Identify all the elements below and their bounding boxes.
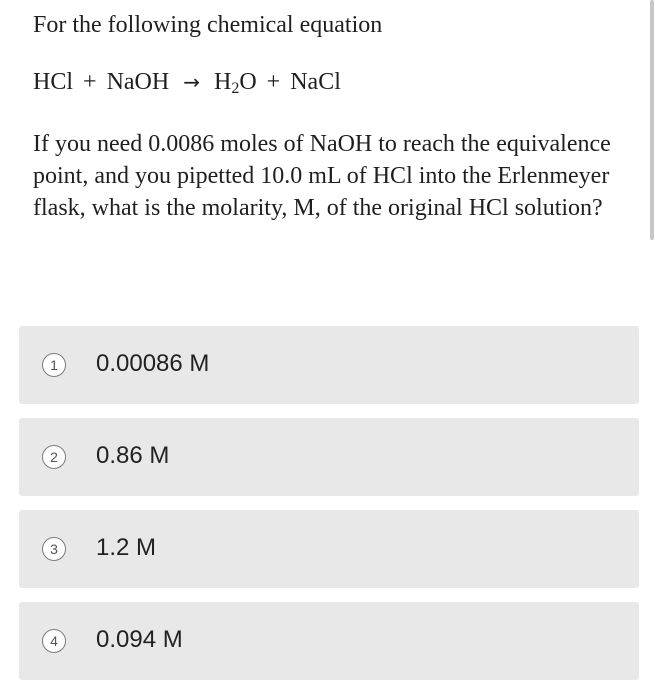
- question-heading: For the following chemical equation: [33, 12, 383, 38]
- product-nacl: NaCl: [290, 69, 341, 95]
- answer-option-2[interactable]: [19, 418, 639, 496]
- product-water-base: H: [213, 69, 232, 95]
- answer-option-1[interactable]: [19, 326, 639, 404]
- option-label: 1.2 M: [96, 534, 157, 561]
- product-water-subscript: 2: [231, 80, 240, 97]
- plus-sign: +: [266, 69, 281, 95]
- option-number-badge: 4: [42, 629, 66, 653]
- plus-sign: +: [83, 69, 97, 95]
- option-number-badge: 2: [42, 445, 66, 469]
- option-label: 0.00086 M: [96, 350, 210, 377]
- reactant-hcl: HCl: [33, 69, 74, 95]
- reaction-arrow: →: [183, 70, 200, 94]
- option-number-badge: 3: [42, 537, 66, 561]
- chemical-equation: [33, 65, 341, 99]
- question-body: If you need 0.0086 moles of NaOH to reach the equivalence point, and you pipetted 10.0 mL of HCl into the Erlenmeyer flask, what is the molarity, M, of the original HCl solution?: [33, 131, 611, 221]
- answer-option-3[interactable]: [19, 510, 639, 588]
- option-label: 0.094 M: [96, 626, 183, 653]
- scrollbar[interactable]: [650, 0, 654, 240]
- option-label: 0.86 M: [96, 442, 170, 469]
- product-water: [214, 65, 257, 99]
- option-number-badge: 1: [42, 353, 66, 377]
- answer-option-4[interactable]: [19, 602, 639, 680]
- reactant-naoh: NaOH: [106, 69, 170, 95]
- product-water-rest: O: [239, 69, 257, 95]
